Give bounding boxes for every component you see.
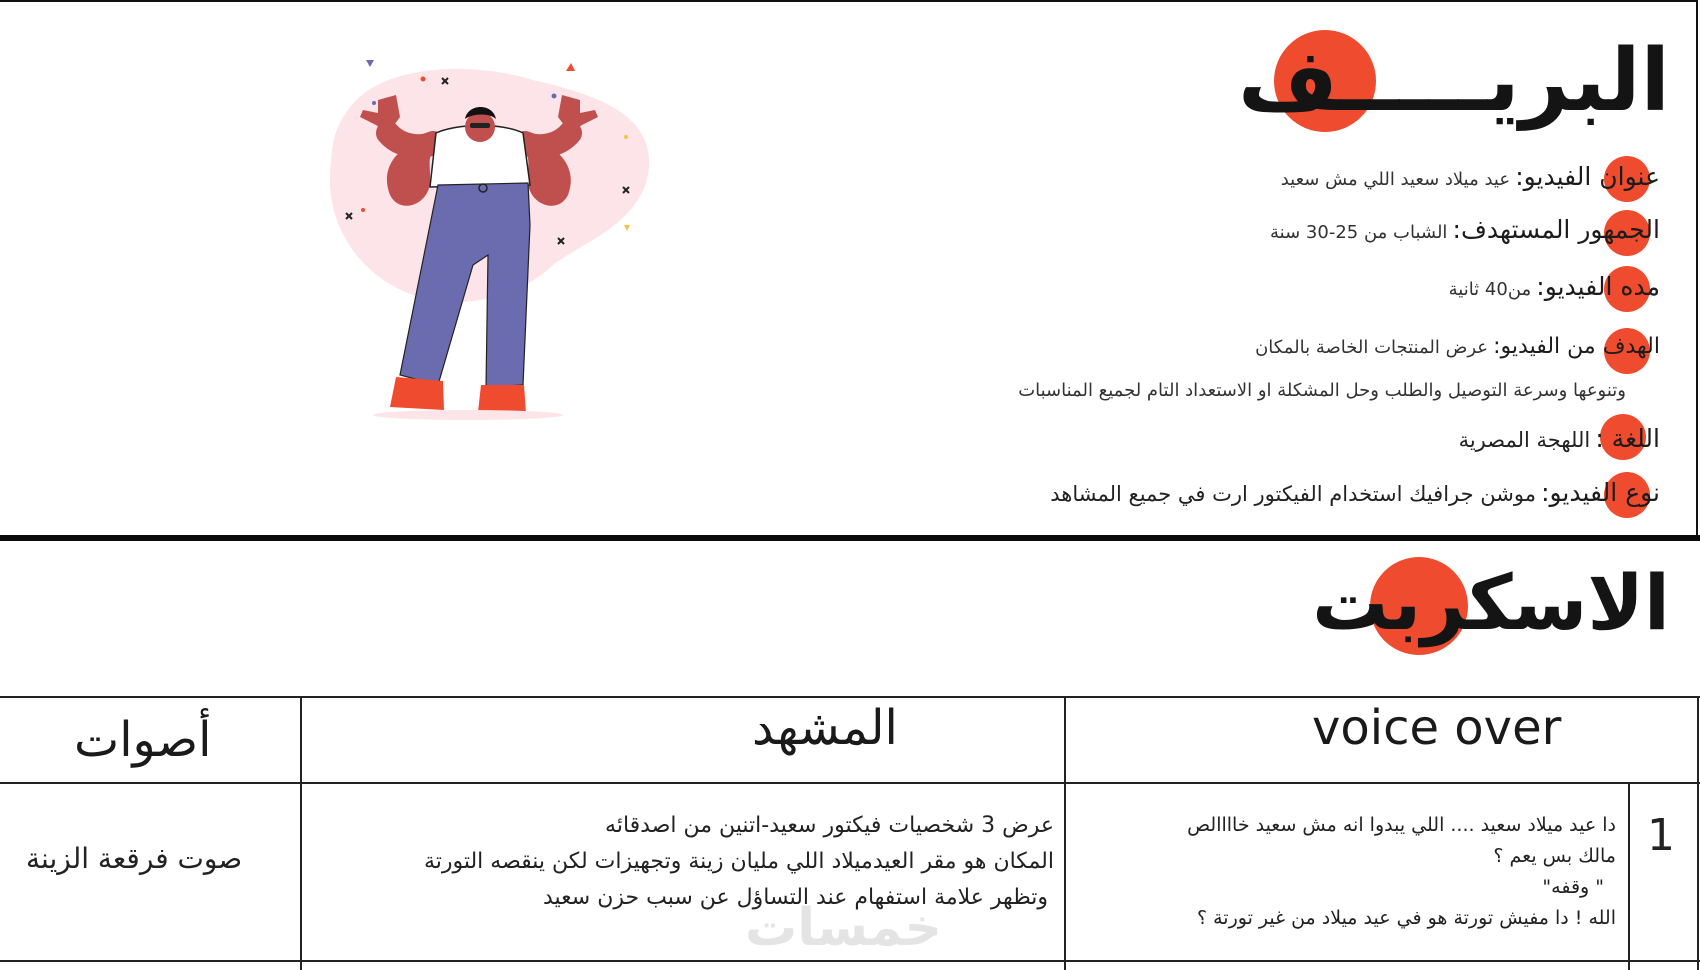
scene-cell: عرض 3 شخصيات فيكتور سعيد-اتنين من اصدقائه المكان هو مقر العيدميلاد اللي مليان زينة وتجهيزات لكن ينقصه التورتة وتظهر علامة استفهام عند التساؤل عن سبب حزن سعيد — [423, 813, 1054, 910]
watermark: خمسات — [745, 898, 943, 958]
brief-value: عيد ميلاد سعيد اللي مش سعيد — [1280, 169, 1511, 190]
brief-value: موشن جرافيك استخدام الفيكتور ارت في جميع المشاهد — [1050, 482, 1536, 506]
header-voice-over: voice over — [1312, 700, 1562, 756]
brief-title: البريـــــف — [1237, 31, 1670, 131]
row-number: 1 — [1647, 810, 1675, 861]
sounds-cell: صوت فرقعة الزينة — [26, 842, 243, 875]
confused-character-illustration — [318, 55, 668, 430]
brief-label: مده الفيديو: — [1536, 272, 1660, 301]
brief-label: الجمهور المستهدف: — [1452, 215, 1660, 244]
script-title: الاسكربت — [1312, 558, 1670, 647]
confetti-triangle — [624, 225, 630, 231]
section-divider — [0, 535, 1700, 541]
brief-value: الشباب من 25-30 سنة — [1270, 222, 1448, 243]
voice-over-cell: دا عيد ميلاد سعيد .... اللي يبدوا انه مش سعيد خاااالص مالك بس يعم ؟ " وقفه" الله ! دا مفيش تورتة هو في عيد ميلاد من غير تورتة ؟ — [1187, 814, 1616, 929]
right-shoe — [478, 385, 526, 413]
brief-goal-continuation: وتنوعها وسرعة التوصيل والطلب وحل المشكلة او الاستعداد التام لجميع المناسبات — [1018, 380, 1626, 401]
brief-label: نوع الفيديو: — [1541, 478, 1660, 507]
brief-label: عنوان الفيديو: — [1515, 162, 1660, 191]
confetti-triangle — [566, 63, 575, 71]
header-sounds: أصوات — [74, 712, 212, 768]
brief-value: من40 ثانية — [1448, 279, 1532, 300]
brief-label: الهدف من الفيديو: — [1493, 334, 1660, 359]
brief-value: اللهجة المصرية — [1458, 428, 1591, 452]
confetti-triangle — [366, 60, 374, 67]
header-scene: المشهد — [752, 700, 898, 756]
brief-value: عرض المنتجات الخاصة بالمكان — [1255, 337, 1489, 358]
brief-label: اللغة : — [1595, 424, 1660, 453]
left-shoe — [390, 377, 444, 410]
